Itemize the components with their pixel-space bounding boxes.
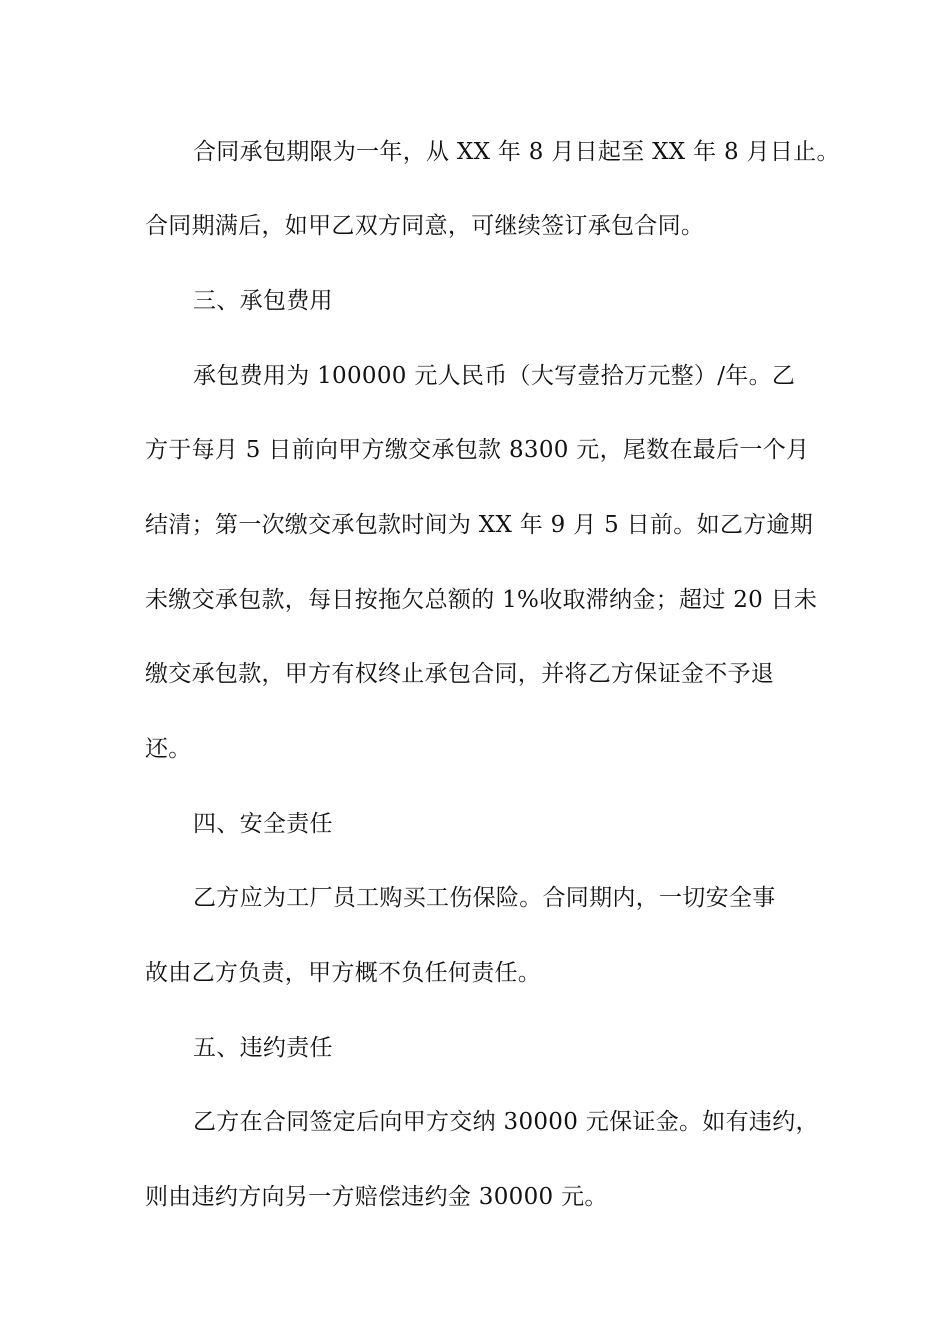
paragraph-line: 未缴交承包款，每日按拖欠总额的 1%收取滞纳金；超过 20 日未 (145, 587, 818, 613)
paragraph-line: 还。 (145, 736, 192, 762)
paragraph-line: 则由违约方向另一方赔偿违约金 30000 元。 (145, 1184, 608, 1210)
paragraph-line: 承包费用为 100000 元人民币（大写壹拾万元整）/年。乙 (193, 363, 796, 389)
section-heading: 五、违约责任 (193, 1035, 333, 1061)
paragraph-line: 合同承包期限为一年，从 XX 年 8 月日起至 XX 年 8 月日止。 (193, 139, 840, 165)
paragraph-line: 结清；第一次缴交承包款时间为 XX 年 9 月 5 日前。如乙方逾期 (145, 512, 814, 538)
paragraph-line: 乙方在合同签定后向甲方交纳 30000 元保证金。如有违约， (193, 1109, 819, 1135)
section-heading: 四、安全责任 (193, 811, 333, 837)
section-heading: 三、承包费用 (193, 288, 333, 314)
paragraph-line: 合同期满后，如甲乙双方同意，可继续签订承包合同。 (145, 213, 705, 239)
paragraph-line: 方于每月 5 日前向甲方缴交承包款 8300 元，尾数在最后一个月 (145, 437, 810, 463)
paragraph-line: 乙方应为工厂员工购买工伤保险。合同期内，一切安全事 (193, 885, 776, 911)
paragraph-line: 缴交承包款，甲方有权终止承包合同，并将乙方保证金不予退 (145, 661, 775, 687)
paragraph-line: 故由乙方负责，甲方概不负任何责任。 (145, 960, 542, 986)
